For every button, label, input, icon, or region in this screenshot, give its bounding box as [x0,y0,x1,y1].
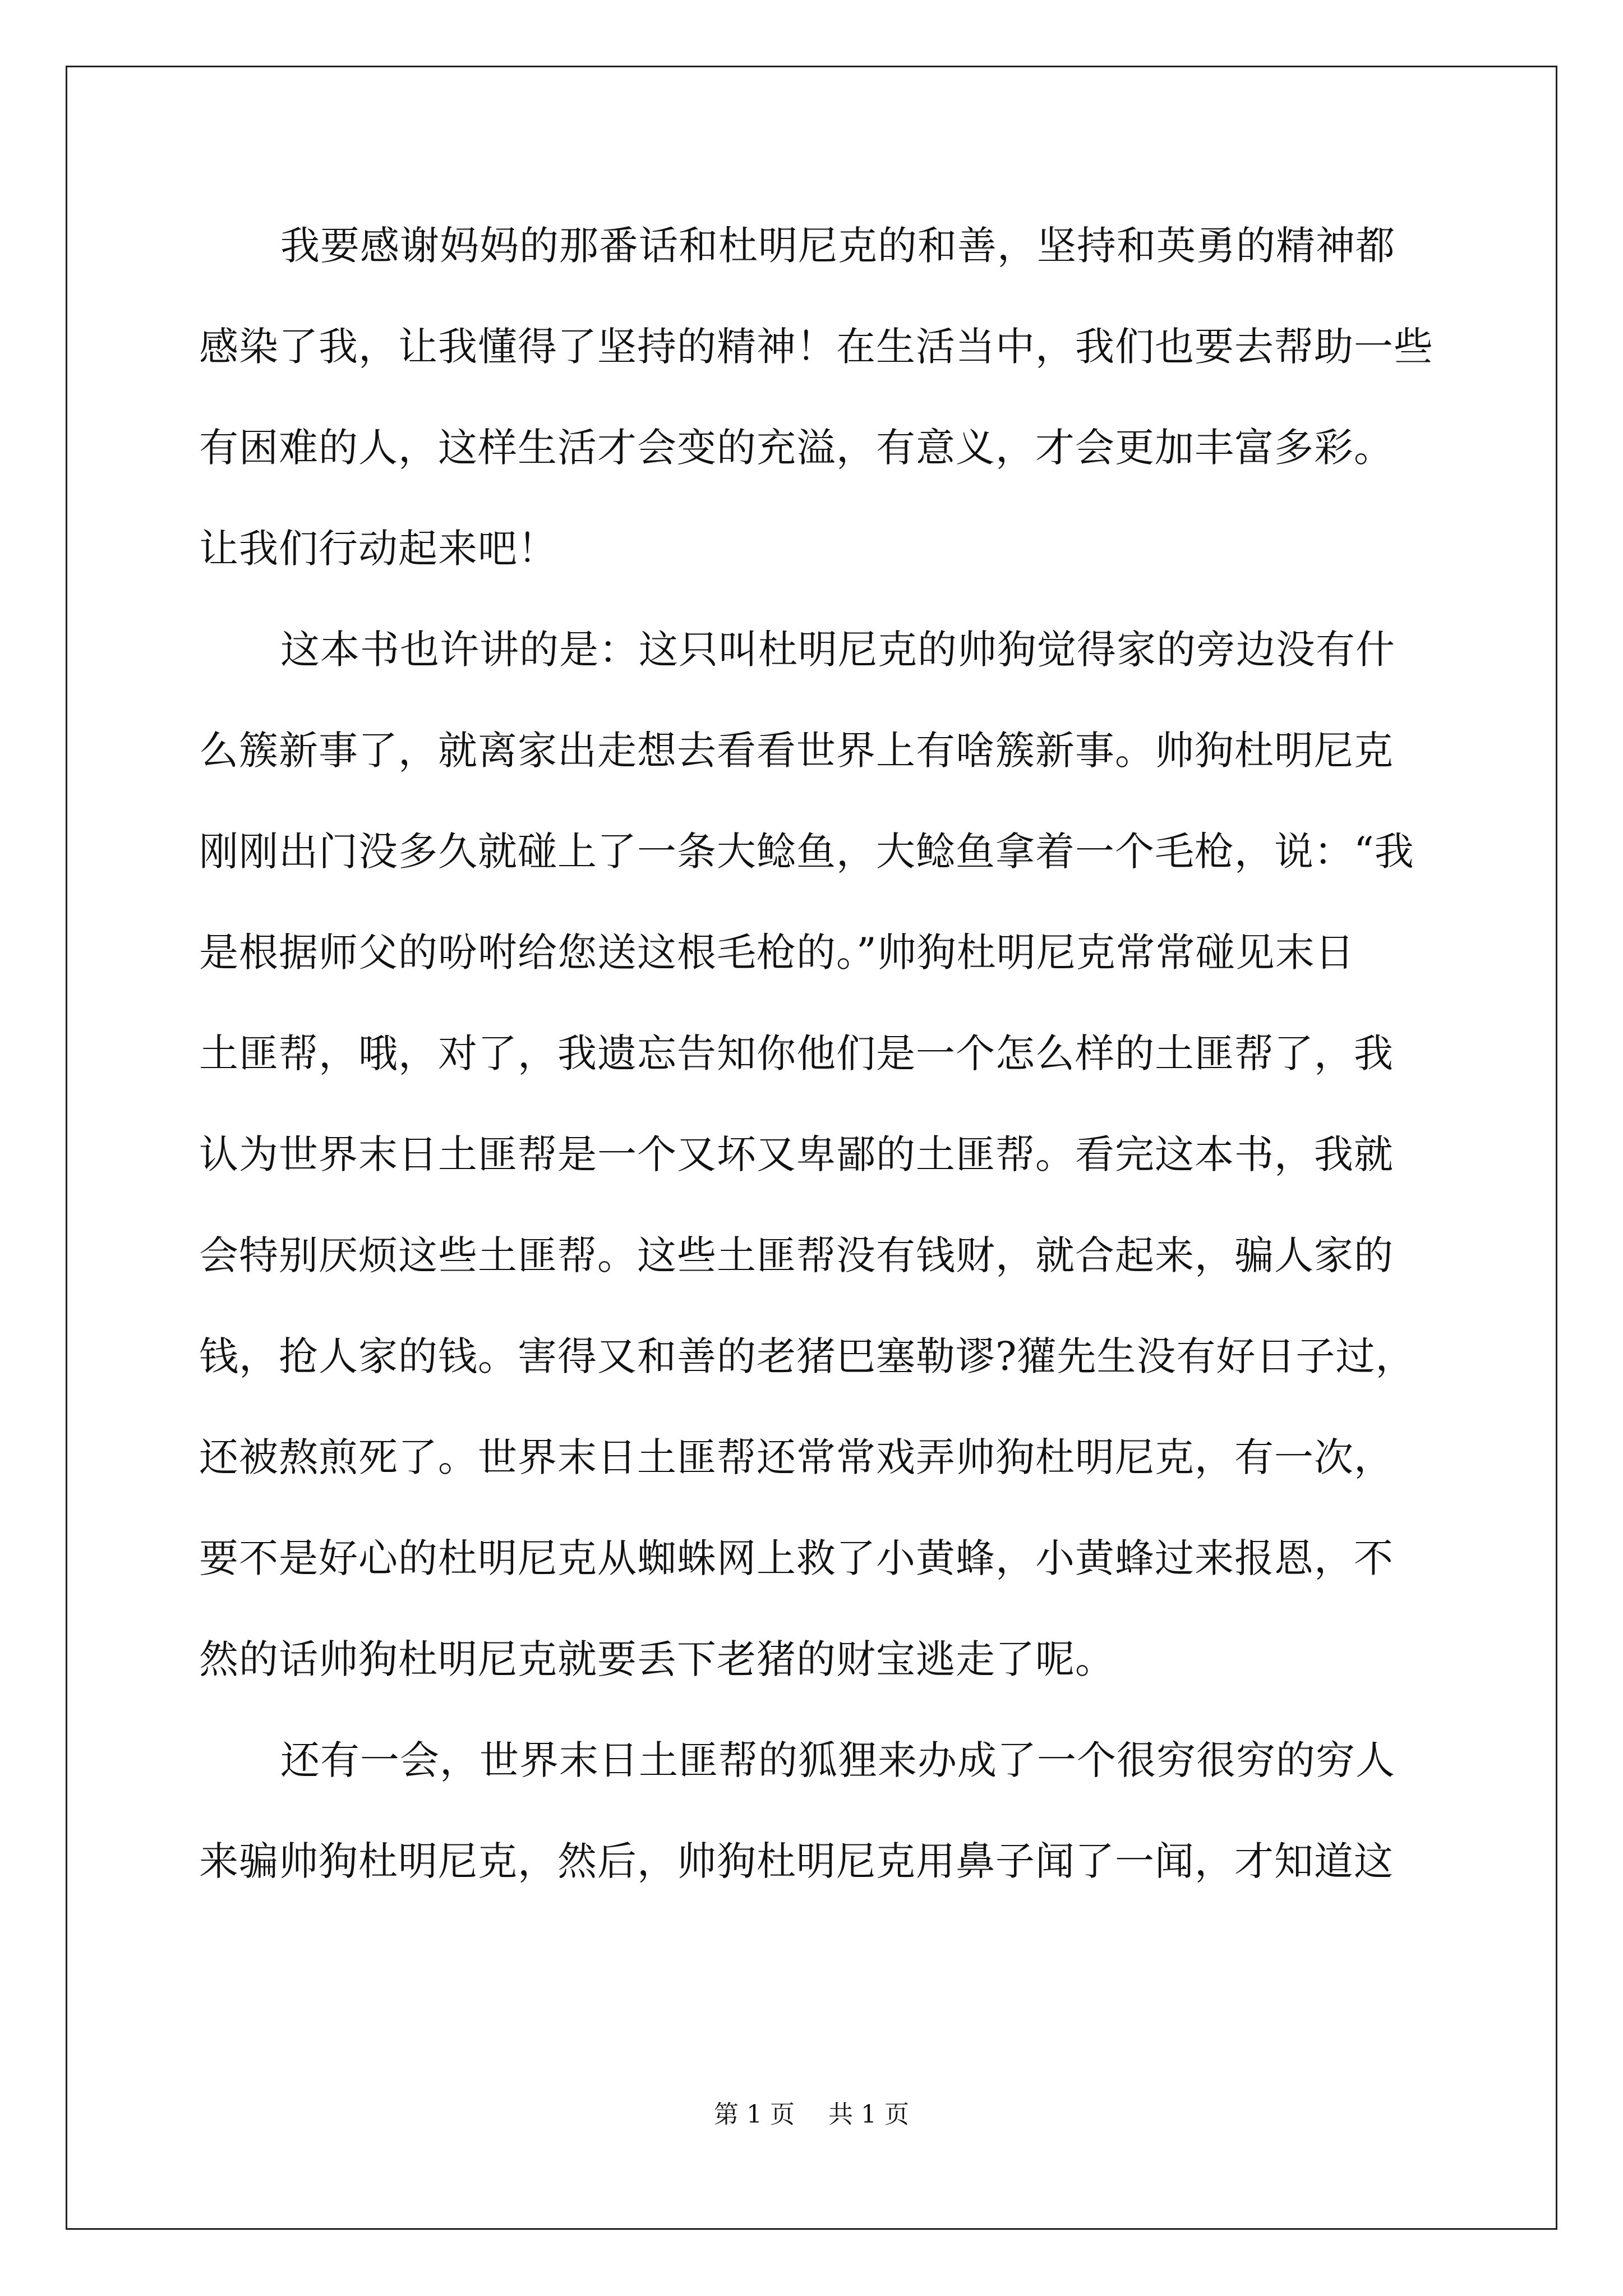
paragraph-2-line-1: 这本书也许讲的是：这只叫杜明尼克的帅狗觉得家的旁边没有什 [280,627,1395,673]
paragraph-2-line-4: 是根据师父的吩咐给您送这根毛枪的。”帅狗杜明尼克常常碰见末日 [199,930,1355,976]
paragraph-1-line-1: 我要感谢妈妈的那番话和杜明尼克的和善，坚持和英勇的精神都 [280,223,1395,269]
paragraph-2-line-11: 然的话帅狗杜明尼克就要丢下老猪的财宝逃走了呢。 [199,1636,1115,1682]
paragraph-3-line-2: 来骗帅狗杜明尼克，然后，帅狗杜明尼克用鼻子闻了一闻，才知道这 [199,1838,1394,1884]
paragraph-3-line-1: 还有一会，世界末日土匪帮的狐狸来办成了一个很穷很穷的穷人 [280,1737,1395,1783]
paragraph-2-line-3: 刚刚出门没多久就碰上了一条大鲶鱼，大鲶鱼拿着一个毛枪，说：“我 [199,829,1414,875]
paragraph-1-line-2: 感染了我，让我懂得了坚持的精神！在生活当中，我们也要去帮助一些 [199,324,1433,370]
page-footer [0,2098,1623,2132]
document-body [199,214,1433,1931]
paragraph-2-line-2: 么簇新事了，就离家出走想去看看世界上有啥簇新事。帅狗杜明尼克 [199,728,1394,774]
page-number: 第 1 页 [714,2100,795,2129]
paragraph-2-line-5: 土匪帮，哦，对了，我遗忘告知你他们是一个怎么样的土匪帮了，我 [199,1030,1394,1076]
page-total: 共 1 页 [828,2100,909,2129]
paragraph-1-line-4: 让我们行动起来吧！ [199,526,557,572]
paragraph-2-line-7: 会特别厌烦这些土匪帮。这些土匪帮没有钱财，就合起来，骗人家的 [199,1232,1394,1278]
paragraph-2-line-9: 还被熬煎死了。世界末日土匪帮还常常戏弄帅狗杜明尼克，有一次， [199,1434,1394,1480]
paragraph-2-line-6: 认为世界末日土匪帮是一个又坏又卑鄙的土匪帮。看完这本书，我就 [199,1131,1394,1177]
paragraph-2-line-8: 钱，抢人家的钱。害得又和善的老猪巴塞勒谬?獾先生没有好日子过， [199,1333,1415,1379]
paragraph-2-line-10: 要不是好心的杜明尼克从蜘蛛网上救了小黄蜂，小黄蜂过来报恩，不 [199,1535,1394,1581]
paragraph-1-line-3: 有困难的人，这样生活才会变的充溢，有意义，才会更加丰富多彩。 [199,425,1394,471]
